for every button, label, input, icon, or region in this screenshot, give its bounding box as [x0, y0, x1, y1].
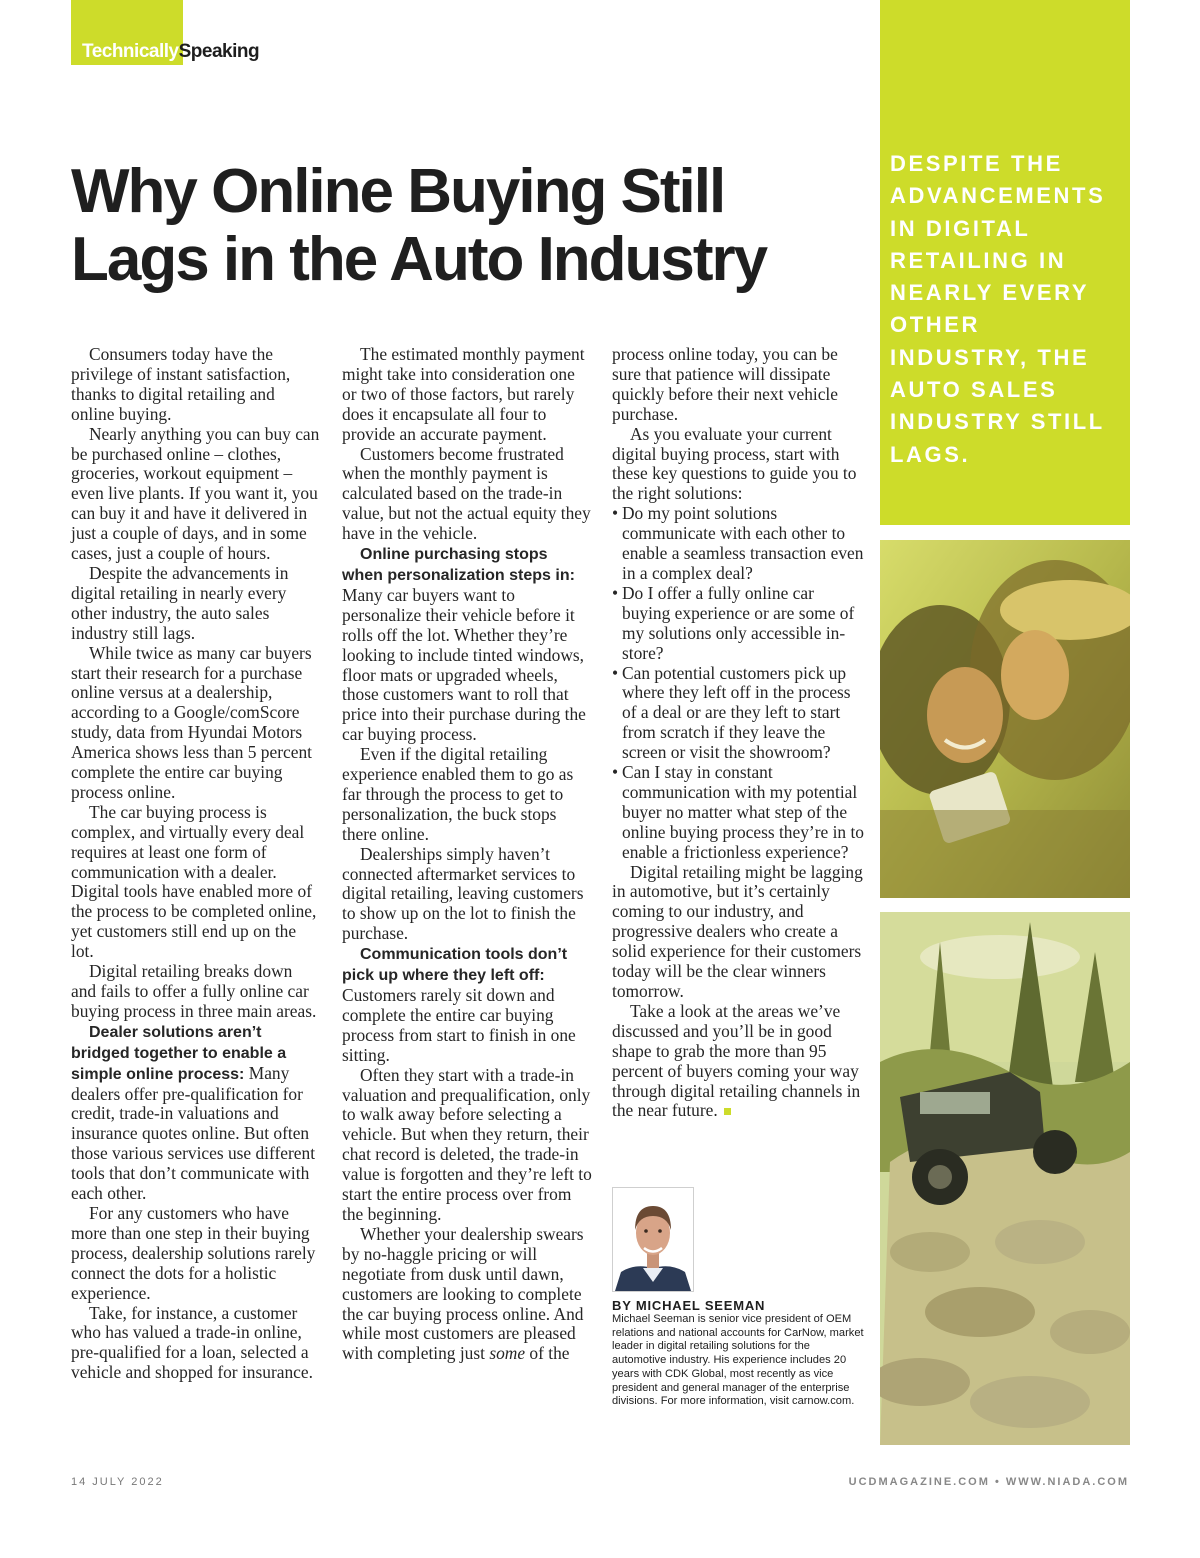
paragraph: Nearly anything you can buy can be purchased online – clothes, groceries, workout equipment – even live plants. If you want it, you can buy it and have it delivered in just a couple of days, and in some cases, just a couple of hours.	[71, 423, 320, 564]
subheading: Online purchasing stops when personalization steps in:	[342, 546, 575, 584]
list-item: • Can potential customers pick up where they left off in the process of a deal or are they left to start from scratch if they leave the screen or visit the showroom?	[612, 664, 864, 764]
paragraph: Often they start with a trade-in valuation and prequalification, only to walk away before selecting a vehicle. But when they return, their chat record is deleted, the trade-in value is forgotten and they’re left to start the entire process over from the beginning.	[342, 1064, 592, 1224]
photo-women-with-tablet	[880, 540, 1130, 898]
paragraph: Dealerships simply haven’t connected aftermarket services to digital retailing, leaving customers to show up on the lot to finish the purchase.	[342, 843, 584, 944]
paragraph: process online today, you can be sure that patience will dissipate quickly before their next vehicle purchase.	[612, 344, 838, 424]
paragraph-text: Many car buyers want to personalize their vehicle before it rolls off the lot. Whether they’re looking to include tinted windows, floor mats or upgraded wheels, those customers want to roll that price into their purchase during the car buying process.	[342, 584, 586, 745]
pull-quote: DESPITE THE ADVANCEMENTS IN DIGITAL RETAILING IN NEARLY EVERY OTHER INDUSTRY, THE AUTO SALES INDUSTRY STILL LAGS.	[890, 151, 1106, 467]
paragraph: While twice as many car buyers start their research for a purchase online versus at a dealership, according to a Google/comScore study, data from Hyundai Motors America shows less than 5 percent complete the entire car buying process online.	[71, 642, 312, 802]
paragraph: The car buying process is complex, and virtually every deal requires at least one form of communication with a dealer. Digital tools have enabled more of the process to be completed online, yet customers still end up on the lot.	[71, 801, 317, 962]
paragraph	[342, 544, 592, 745]
paragraph: As you evaluate your current digital buying process, start with these key questions to guide you to the right solutions:	[612, 423, 857, 504]
subheading: Dealer solutions aren’t bridged together to enable a simple online process:	[71, 1023, 287, 1083]
paragraph-text: Many dealers offer pre-qualification for credit, trade-in valuations and insurance quotes online. But often those various services use different tools that don’t communicate with each other.	[71, 1062, 316, 1204]
questions-list	[612, 504, 864, 862]
subheading: Communication tools don’t pick up where they left off:	[342, 946, 568, 985]
author-byline: BY MICHAEL SEEMAN	[612, 1298, 766, 1313]
list-item: • Do my point solutions communicate with each other to enable a seamless transaction even in a complex deal?	[612, 504, 864, 584]
paragraph	[612, 1002, 864, 1121]
article-column-2	[342, 345, 592, 1364]
paragraph: Customers become frustrated when the monthly payment is calculated based on the trade-in value, but not the actual equity they have in the vehicle.	[342, 443, 591, 544]
author-bio: Michael Seeman is senior vice president of OEM relations and national accounts for CarNow, market leader in digital retailing solutions for the automotive industry. His experience includes 20 years with CDK Global, most recently as vice president and general manager of the enterprise divisions. For more information, visit carnow.com.	[612, 1313, 864, 1408]
paragraph	[342, 944, 592, 1065]
emphasis: some	[489, 1343, 526, 1364]
section-label	[82, 41, 259, 63]
article-headline: Why Online Buying Still Lags in the Auto Industry	[71, 157, 767, 294]
photo-offroad-truck	[880, 912, 1130, 1445]
paragraph-text: Take a look at the areas we’ve discussed and you’ll be in good shape to grab the more than 95 percent of buyers coming your way through digital retailing channels in the near future.	[612, 1000, 861, 1121]
footer-websites: UCDMAGAZINE.COM • WWW.NIADA.COM	[848, 1476, 1129, 1488]
paragraph: Despite the advancements in digital retailing in nearly every other industry, the auto sales industry still lags.	[71, 562, 289, 643]
list-item: • Do I offer a fully online car buying experience or are some of my solutions only accessible in-store?	[612, 584, 864, 664]
paragraph: Digital retailing might be lagging in automotive, but it’s certainly coming to our industry, and progressive dealers who create a solid experience for their customers today will be the clear winners tomorrow.	[612, 861, 863, 1001]
paragraph: Even if the digital retailing experience enabled them to go as far through the process to get to personalization, the buck stops there online.	[342, 744, 574, 844]
page-number-date: 14 JULY 2022	[71, 1476, 164, 1488]
paragraph: Digital retailing breaks down and fails to offer a fully online car buying process in three main areas.	[71, 961, 317, 1021]
article-column-3	[612, 345, 864, 1121]
paragraph-text: Whether your dealership swears by no-haggle pricing or will negotiate from dusk until dawn, customers are looking to complete the car buying process online. And while most customers are pleased with completing just	[342, 1223, 584, 1364]
paragraph: Take, for instance, a customer who has valued a trade-in online, pre-qualified for a loan, selected a vehicle and shopped for insurance.	[71, 1302, 313, 1383]
section-label-word2: Speaking	[178, 41, 260, 62]
list-item: • Can I stay in constant communication with my potential buyer no matter what step of the online buying process they’re in to enable a frictionless experience?	[612, 763, 864, 863]
paragraph	[71, 1022, 321, 1204]
section-label-word1: Technically	[82, 41, 179, 62]
sidebar	[880, 0, 1130, 1445]
paragraph	[342, 1225, 592, 1364]
paragraph-text: Customers rarely sit down and complete the entire car buying process from start to finish in one sitting.	[342, 985, 576, 1065]
pull-quote-panel	[880, 0, 1130, 525]
paragraph-text: of the	[525, 1343, 570, 1364]
paragraph: The estimated monthly payment might take into consideration one or two of those factors, but rarely does it encapsulate all four to provide an accurate payment.	[342, 344, 585, 444]
article-column-1	[71, 345, 321, 1383]
paragraph: For any customers who have more than one step in their buying process, dealership solutions rarely connect the dots for a holistic experience.	[71, 1202, 316, 1303]
author-photo	[612, 1187, 694, 1292]
paragraph: Consumers today have the privilege of instant satisfaction, thanks to digital retailing and online buying.	[71, 344, 291, 424]
end-mark-icon	[724, 1108, 731, 1115]
